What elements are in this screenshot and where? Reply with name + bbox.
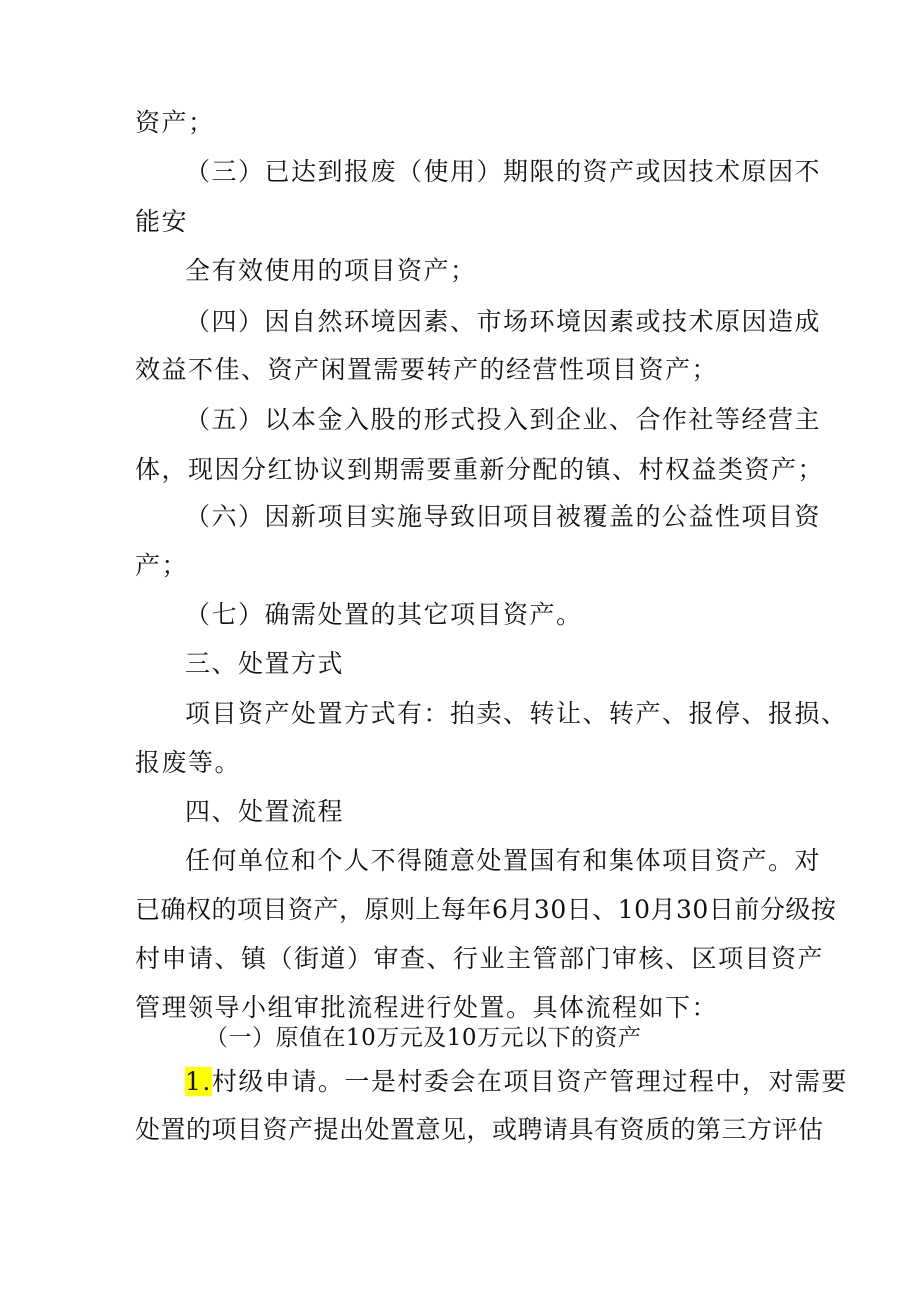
text-line: 产； bbox=[135, 551, 189, 580]
text-line: （五）以本金入股的形式投入到企业、合作社等经营主 bbox=[185, 405, 822, 434]
text-line: 项目资产处置方式有：拍卖、转让、转产、报停、报损、 bbox=[185, 699, 848, 728]
text-line: （七）确需处置的其它项目资产。 bbox=[185, 600, 583, 629]
text-line: 能安 bbox=[135, 207, 189, 236]
subsection-heading: （一）原值在10万元及10万元以下的资产 bbox=[205, 1025, 642, 1051]
text-line: 效益不佳、资产闲置需要转产的经营性项目资产； bbox=[135, 355, 719, 384]
text-line: 任何单位和个人不得随意处置国有和集体项目资产。对 bbox=[185, 846, 822, 875]
text-line: 村申请、镇（街道）审查、行业主管部门审核、区项目资产 bbox=[135, 944, 825, 973]
text-line: 已确权的项目资产，原则上每年6月30日、10月30日前分级按 bbox=[135, 895, 837, 924]
highlighted-number: 1. bbox=[185, 1067, 212, 1096]
text-line: 处置的项目资产提出处置意见，或聘请具有资质的第三方评估 bbox=[135, 1115, 824, 1144]
text-line: （三）已达到报废（使用）期限的资产或因技术原因不 bbox=[185, 157, 822, 186]
text-line bbox=[185, 1067, 848, 1097]
text-line-body: 村级申请。一是村委会在项目资产管理过程中，对需要 bbox=[211, 1067, 848, 1096]
text-line: （四）因自然环境因素、市场环境因素或技术原因造成 bbox=[185, 307, 822, 336]
text-line: 体，现因分红协议到期需要重新分配的镇、村权益类资产； bbox=[135, 455, 825, 484]
text-line: 管理领导小组审批流程进行处置。具体流程如下： bbox=[135, 993, 719, 1022]
text-line: 全有效使用的项目资产； bbox=[185, 256, 477, 285]
text-line: 资产； bbox=[135, 108, 215, 137]
section-heading: 四、处置流程 bbox=[185, 797, 345, 826]
text-line: （六）因新项目实施导致旧项目被覆盖的公益性项目资 bbox=[185, 502, 822, 531]
text-line: 报废等。 bbox=[135, 748, 242, 777]
section-heading: 三、处置方式 bbox=[185, 649, 345, 678]
